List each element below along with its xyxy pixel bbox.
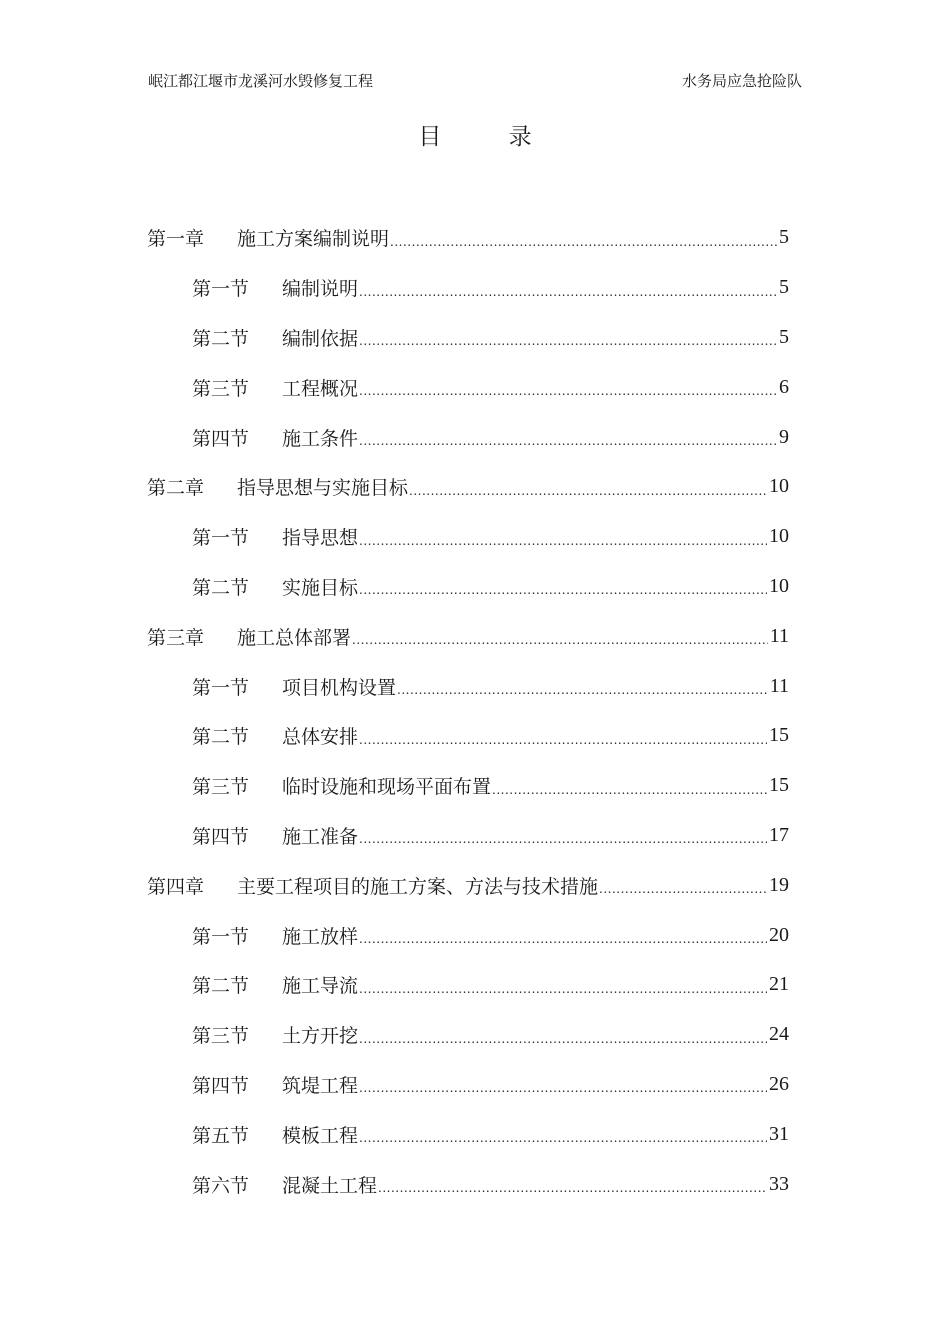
toc-page-number: 15 [769,774,789,797]
toc-entry-number: 第四节 [192,825,250,848]
toc-page-number: 20 [769,923,789,946]
toc-entry-number: 第一节 [192,676,250,699]
toc-section-entry[interactable] [147,910,789,960]
toc-dot-leader [390,235,777,249]
page-header [148,68,802,92]
toc-chapter-entry[interactable] [147,611,789,661]
toc-entry-title: 施工方案编制说明 [237,228,390,251]
toc-section-entry[interactable] [147,811,789,861]
toc-entry-number: 第二节 [192,327,250,350]
toc-entry-title: 混凝土工程 [282,1174,378,1197]
toc-section-entry[interactable] [147,412,789,462]
toc-entry-number: 第一节 [192,925,250,948]
toc-section-entry[interactable] [147,1060,789,1110]
toc-entry-number: 第五节 [192,1124,250,1147]
toc-entry-number: 第一节 [192,278,250,301]
toc-page-number: 10 [769,475,789,498]
toc-entry-title: 施工总体部署 [237,626,352,649]
toc-entry-title: 指导思想与实施目标 [237,477,409,500]
toc-dot-leader [359,733,767,747]
toc-page-number: 10 [769,574,789,597]
toc-entry-number: 第二节 [192,726,250,749]
toc-dot-leader [359,1131,767,1145]
header-organization: 水务局应急抢险队 [681,71,802,90]
toc-entry-title: 施工放样 [282,925,359,948]
toc-page-number: 15 [769,724,789,747]
toc-dot-leader [359,384,777,398]
toc-dot-leader [359,334,777,348]
toc-section-entry[interactable] [147,761,789,811]
toc-dot-leader [359,583,767,597]
toc-chapter-entry[interactable] [147,462,789,512]
toc-page-number: 5 [779,325,789,348]
toc-entry-number: 第三节 [192,377,250,400]
toc-section-entry[interactable] [147,661,789,711]
toc-page-number: 26 [769,1072,789,1095]
toc-entry-title: 施工准备 [282,825,359,848]
toc-page-number: 19 [769,873,789,896]
toc-entry-title: 编制依据 [282,327,359,350]
toc-entry-title: 实施目标 [282,576,359,599]
toc-dot-leader [359,932,767,946]
toc-entry-number: 第六节 [192,1174,250,1197]
toc-entry-number: 第四节 [192,427,250,450]
toc-dot-leader [359,832,767,846]
toc-entry-title: 工程概况 [282,377,359,400]
toc-entry-number: 第三节 [192,1025,250,1048]
toc-section-entry[interactable] [147,960,789,1010]
toc-entry-number: 第四章 [147,875,205,898]
toc-entry-number: 第二节 [192,975,250,998]
toc-page-number: 11 [769,624,789,647]
toc-entry-number: 第一节 [192,527,250,550]
toc-entry-title: 模板工程 [282,1124,359,1147]
toc-entry-title: 施工导流 [282,975,359,998]
toc-dot-leader [352,633,768,647]
toc-section-entry[interactable] [147,362,789,412]
toc-entry-title: 主要工程项目的施工方案、方法与技术措施 [237,875,599,898]
toc-entry-number: 第三节 [192,776,250,799]
toc-section-entry[interactable] [147,562,789,612]
toc-section-entry[interactable] [147,1159,789,1209]
toc-dot-leader [359,1081,767,1095]
toc-page-number: 17 [769,823,789,846]
toc-entry-number: 第二节 [192,576,250,599]
toc-page-number: 33 [769,1172,789,1195]
toc-section-entry[interactable] [147,263,789,313]
toc-chapter-entry[interactable] [147,860,789,910]
toc-page-number: 31 [769,1122,789,1145]
toc-section-entry[interactable] [147,1109,789,1159]
toc-dot-leader [359,982,767,996]
toc-page-number: 24 [769,1023,789,1046]
toc-dot-leader [397,683,768,697]
toc-dot-leader [409,484,767,498]
toc-dot-leader [359,534,767,548]
toc-entry-title: 指导思想 [282,527,359,550]
toc-page-number: 5 [779,226,789,249]
toc-dot-leader [359,285,777,299]
toc-entry-title: 土方开挖 [282,1025,359,1048]
toc-page-number: 10 [769,525,789,548]
toc-dot-leader [359,434,777,448]
toc-chapter-entry[interactable] [147,213,789,263]
toc-page-number: 6 [779,375,789,398]
toc-entry-title: 筑堤工程 [282,1074,359,1097]
header-project-name: 岷江都江堰市龙溪河水毁修复工程 [148,71,374,90]
toc-page-number: 21 [769,973,789,996]
toc-page-number: 9 [779,425,789,448]
toc-entry-title: 项目机构设置 [282,676,397,699]
page-title: 目 录 [418,124,562,150]
toc-dot-leader [599,882,767,896]
toc-section-entry[interactable] [147,313,789,363]
toc-entry-title: 施工条件 [282,427,359,450]
toc-section-entry[interactable] [147,1010,789,1060]
toc-section-entry[interactable] [147,512,789,562]
toc-entry-number: 第二章 [147,477,205,500]
toc-page-number: 5 [779,276,789,299]
toc-entry-number: 第一章 [147,228,205,251]
toc-page-number: 11 [769,674,789,697]
toc-entry-title: 总体安排 [282,726,359,749]
toc-dot-leader [359,1032,767,1046]
toc-section-entry[interactable] [147,711,789,761]
toc-dot-leader [492,783,767,797]
toc-dot-leader [378,1181,767,1195]
toc-entry-title: 编制说明 [282,278,359,301]
toc-entry-title: 临时设施和现场平面布置 [282,776,492,799]
toc-entry-number: 第三章 [147,626,205,649]
toc-entry-number: 第四节 [192,1074,250,1097]
table-of-contents [147,213,789,1209]
